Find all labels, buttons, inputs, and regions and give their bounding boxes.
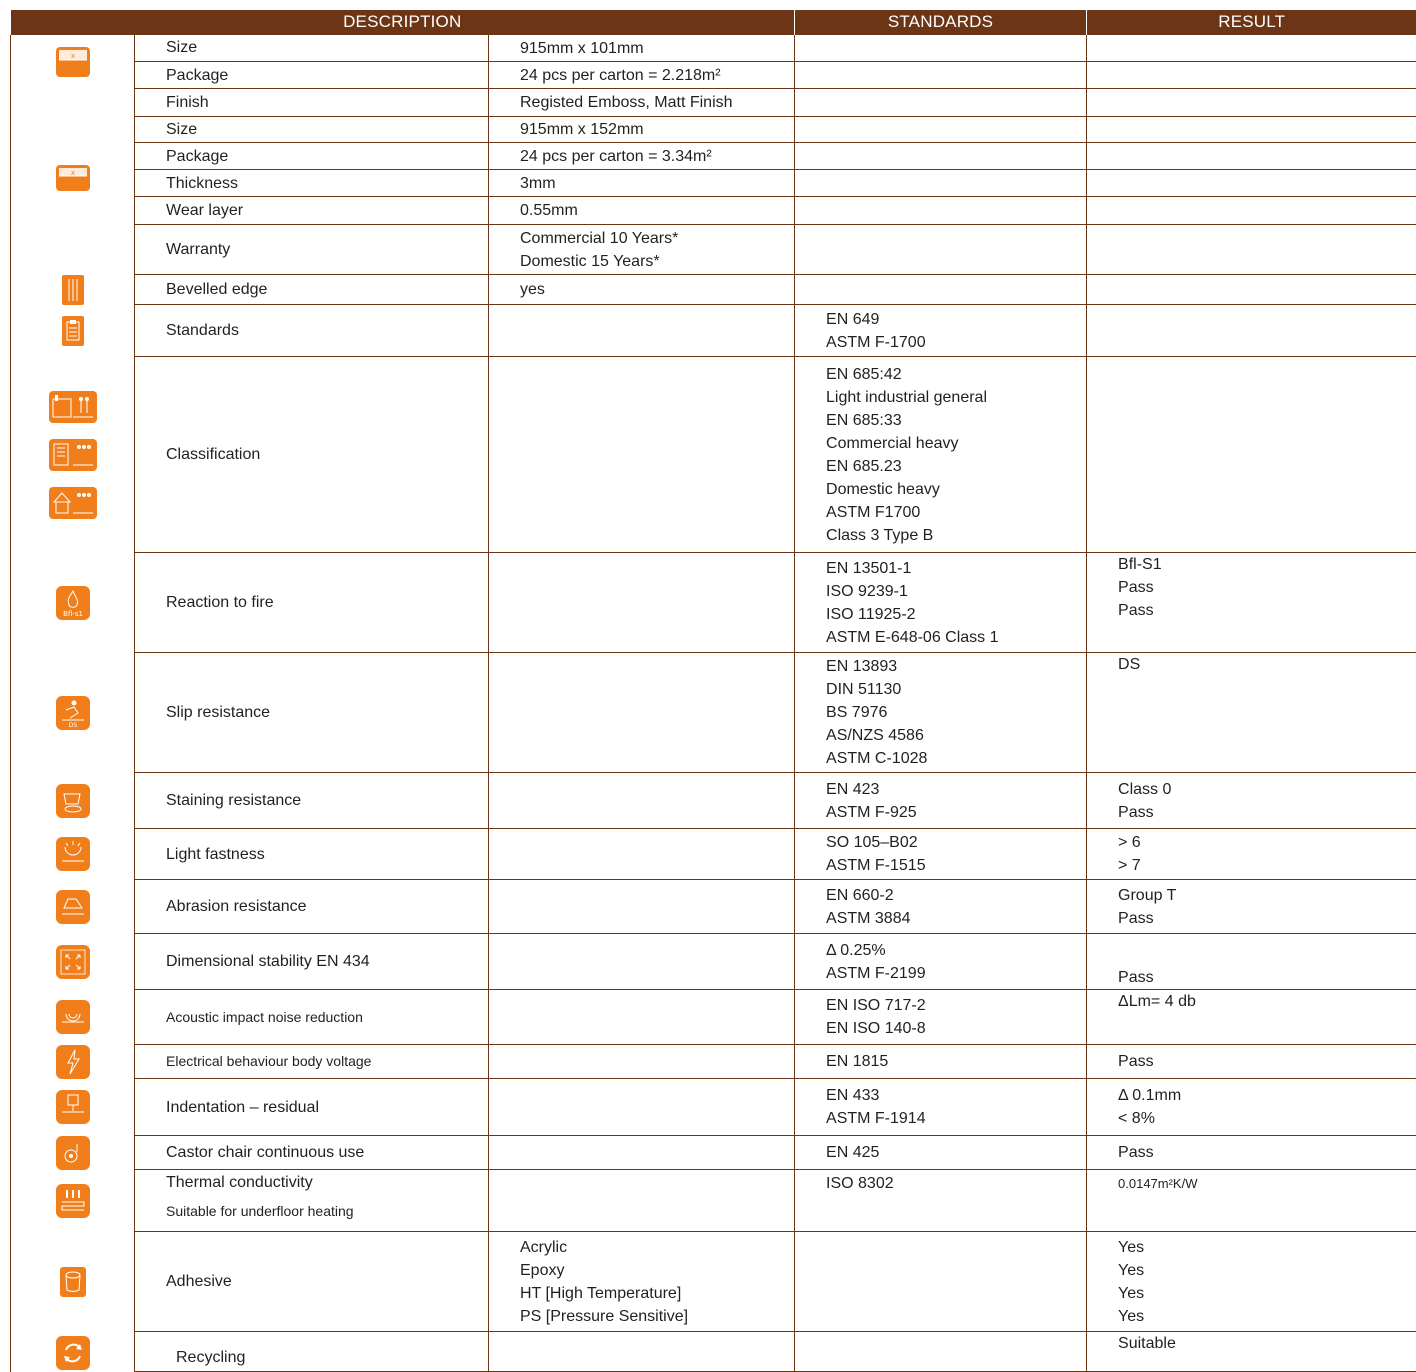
standard-ref: EN 1815 [795, 1045, 1087, 1079]
result-value: Pass [1118, 969, 1154, 986]
staining-resistance-icon [56, 784, 90, 818]
standard-ref: ASTM F-925 [826, 803, 917, 821]
standard-ref: Domestic heavy [826, 480, 940, 498]
plank-size-icon [56, 165, 90, 191]
table-row [11, 1232, 1416, 1332]
standard-ref: EN ISO 140-8 [826, 1020, 926, 1037]
adhesive-type: Epoxy [520, 1261, 565, 1279]
table-row [11, 1170, 1416, 1232]
standard-ref: ASTM F-1515 [826, 857, 926, 874]
result-value: Pass [1118, 579, 1154, 596]
table-row [11, 35, 1416, 62]
result-value: Pass [1087, 1045, 1416, 1079]
size-label: Size [135, 117, 489, 143]
standard-ref: ASTM C-1028 [826, 750, 928, 767]
svg-text:x: x [70, 51, 75, 60]
electrical-label: Electrical behaviour body voltage [135, 1045, 489, 1079]
staining-label: Staining resistance [135, 773, 489, 829]
wear-layer-value: 0.55mm [489, 197, 795, 225]
standards-clipboard-icon [62, 316, 84, 346]
adhesive-label: Adhesive [135, 1232, 489, 1332]
standard-ref: ISO 9239-1 [826, 582, 908, 600]
standard-ref: DIN 51130 [826, 681, 902, 698]
warranty-domestic: Domestic 15 Years* [520, 252, 660, 270]
industrial-class-icon [49, 391, 97, 423]
result-value: Class 0 [1118, 780, 1172, 798]
warranty-label: Warranty [135, 225, 489, 275]
castor-chair-icon [56, 1136, 90, 1170]
standard-ref: Class 3 Type B [826, 526, 934, 544]
spec-sheet [10, 10, 1416, 1372]
result-value: Yes [1118, 1261, 1145, 1279]
result-value: Bfl-S1 [1118, 556, 1162, 573]
recycling-label: Recycling [135, 1332, 489, 1372]
abrasion-label: Abrasion resistance [135, 880, 489, 934]
result-value: ΔLm= 4 db [1118, 993, 1196, 1010]
domestic-class-icon [49, 487, 97, 519]
standard-ref: AS/NZS 4586 [826, 727, 924, 744]
header-result: RESULT [1087, 10, 1416, 35]
standard-ref: ASTM F-1700 [826, 333, 926, 351]
standard-ref: EN 685:42 [826, 365, 902, 383]
adhesive-type: Acrylic [520, 1238, 568, 1256]
result-value: Suitable [1087, 1332, 1416, 1372]
abrasion-resistance-icon [56, 890, 90, 924]
adhesive-type: HT [High Temperature] [520, 1284, 682, 1302]
electrical-icon [56, 1045, 90, 1079]
standard-ref: Commercial heavy [826, 434, 959, 452]
size-label: Size [135, 35, 489, 62]
size-value: 915mm x 101mm [489, 35, 795, 62]
underfloor-heating-label: Suitable for underfloor heating [166, 1203, 354, 1219]
castor-label: Castor chair continuous use [135, 1136, 489, 1170]
table-row [11, 773, 1416, 829]
standard-ref: EN 660-2 [826, 886, 894, 904]
table-row [11, 143, 1416, 170]
table-row [11, 829, 1416, 880]
table-row [11, 275, 1416, 305]
standard-ref: Δ 0.25% [826, 941, 886, 959]
standard-ref: EN ISO 717-2 [826, 997, 926, 1014]
table-row [11, 1332, 1416, 1372]
standard-ref: ASTM E-648-06 Class 1 [826, 628, 999, 646]
standard-ref: EN 685:33 [826, 411, 902, 429]
standard-ref: ISO 11925-2 [826, 605, 916, 623]
result-value: Yes [1118, 1307, 1145, 1325]
svg-text:x: x [70, 168, 75, 177]
table-row [11, 62, 1416, 89]
package-value: 24 pcs per carton = 3.34m² [489, 143, 795, 170]
thickness-value: 3mm [489, 170, 795, 197]
table-row [11, 934, 1416, 990]
standard-ref: EN 13501-1 [826, 559, 912, 577]
slip-resistance-icon [56, 696, 90, 730]
standard-ref: Light industrial general [826, 388, 988, 406]
package-label: Package [135, 143, 489, 170]
commercial-class-icon [49, 439, 97, 471]
standard-ref: ASTM F-1914 [826, 1110, 926, 1127]
classification-label: Classification [135, 357, 489, 553]
result-value: Pass [1087, 1136, 1416, 1170]
result-value: DS [1118, 656, 1141, 673]
standard-ref: ASTM 3884 [826, 909, 911, 927]
indentation-icon [56, 1090, 90, 1124]
standard-ref: EN 425 [795, 1136, 1087, 1170]
indentation-label: Indentation – residual [135, 1079, 489, 1136]
table-row [11, 653, 1416, 773]
size-value: 915mm x 152mm [489, 117, 795, 143]
table-row [11, 1136, 1416, 1170]
bevelled-edge-label: Bevelled edge [135, 275, 489, 305]
table-row [11, 357, 1416, 553]
table-row [11, 170, 1416, 197]
standard-ref: EN 433 [826, 1087, 880, 1104]
standards-label: Standards [135, 305, 489, 357]
acoustic-icon [56, 1000, 90, 1034]
fire-label: Reaction to fire [135, 553, 489, 653]
svg-text:Bfl-s1: Bfl-s1 [62, 609, 83, 618]
result-value: Δ 0.1mm [1118, 1087, 1182, 1104]
thermal-label: Thermal conductivity [166, 1174, 313, 1191]
recycling-icon [56, 1336, 90, 1370]
warranty-commercial: Commercial 10 Years* [520, 229, 679, 247]
table-row [11, 990, 1416, 1045]
table-row [11, 553, 1416, 653]
wear-layer-label: Wear layer [135, 197, 489, 225]
bevelled-edge-icon [62, 275, 84, 305]
thickness-label: Thickness [135, 170, 489, 197]
table-row [11, 225, 1416, 275]
underfloor-heating-icon [56, 1184, 90, 1218]
standard-ref: EN 649 [826, 310, 880, 328]
standard-ref: EN 423 [826, 780, 880, 798]
result-value: Pass [1118, 909, 1154, 927]
standard-ref: ISO 8302 [795, 1170, 1087, 1232]
specification-table [10, 10, 1416, 1372]
dimensional-label: Dimensional stability EN 434 [135, 934, 489, 990]
package-label: Package [135, 62, 489, 89]
result-value: < 8% [1118, 1110, 1155, 1127]
finish-value: Registed Emboss, Matt Finish [489, 89, 795, 117]
adhesive-type: PS [Pressure Sensitive] [520, 1307, 689, 1325]
light-fastness-icon [56, 837, 90, 871]
table-row [11, 880, 1416, 934]
result-value: 0.0147m²K/W [1087, 1170, 1416, 1232]
result-value: Pass [1118, 602, 1154, 619]
standard-ref: ASTM F-2199 [826, 964, 926, 982]
standard-ref: ASTM F1700 [826, 503, 921, 521]
table-row [11, 305, 1416, 357]
result-value: > 6 [1118, 834, 1141, 851]
table-row [11, 197, 1416, 225]
standard-ref: EN 13893 [826, 658, 898, 675]
standard-ref: SO 105–B02 [826, 834, 918, 851]
dimensional-stability-icon [56, 945, 90, 979]
fire-reaction-icon [56, 586, 90, 620]
result-value: Group T [1118, 886, 1177, 904]
standard-ref: EN 685.23 [826, 457, 902, 475]
result-value: Yes [1118, 1284, 1145, 1302]
header-description: DESCRIPTION [11, 10, 795, 35]
result-value: Pass [1118, 803, 1154, 821]
header-row [11, 10, 1416, 35]
bevelled-edge-value: yes [489, 275, 795, 305]
adhesive-icon [60, 1267, 86, 1297]
result-value: > 7 [1118, 857, 1141, 874]
svg-text:DS: DS [68, 721, 77, 729]
result-value: Yes [1118, 1238, 1145, 1256]
plank-size-icon [56, 47, 90, 77]
standard-ref: BS 7976 [826, 704, 888, 721]
header-standards: STANDARDS [795, 10, 1087, 35]
slip-label: Slip resistance [135, 653, 489, 773]
table-row [11, 1079, 1416, 1136]
light-fastness-label: Light fastness [135, 829, 489, 880]
package-value: 24 pcs per carton = 2.218m² [489, 62, 795, 89]
table-row [11, 1045, 1416, 1079]
table-row [11, 89, 1416, 117]
finish-label: Finish [135, 89, 489, 117]
acoustic-label: Acoustic impact noise reduction [135, 990, 489, 1045]
table-row [11, 117, 1416, 143]
